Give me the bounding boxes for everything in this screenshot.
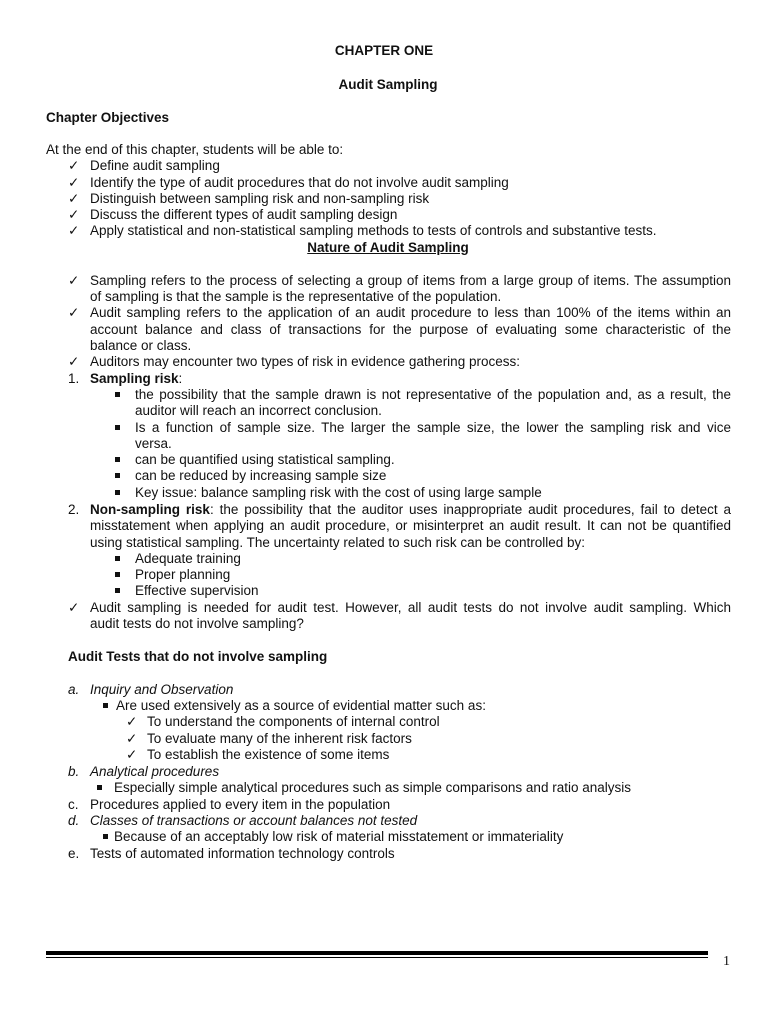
list-item: Inquiry and Observation bbox=[90, 682, 234, 697]
non-sampling-risk-line bbox=[90, 502, 731, 518]
list-item: Especially simple analytical procedures such as simple comparisons and ratio analysis bbox=[114, 780, 631, 795]
check-icon: ✓ bbox=[126, 747, 138, 762]
list-letter: a. bbox=[68, 682, 80, 697]
square-bullet-icon bbox=[115, 425, 120, 430]
list-item: Distinguish between sampling risk and non-sampling risk bbox=[90, 191, 430, 206]
paragraph-line: versa. bbox=[135, 436, 172, 451]
list-item: can be reduced by increasing sample size bbox=[135, 468, 387, 483]
paragraph-line: auditor will reach an incorrect conclusion. bbox=[135, 403, 382, 418]
list-item: Analytical procedures bbox=[90, 764, 220, 779]
list-item: To understand the components of internal control bbox=[147, 714, 440, 729]
list-number: 1. bbox=[68, 371, 80, 386]
square-bullet-icon bbox=[97, 785, 102, 790]
sampling-risk-heading bbox=[90, 371, 182, 387]
list-item: Apply statistical and non-statistical sampling methods to tests of controls and substantive tests. bbox=[90, 223, 657, 238]
list-item: Define audit sampling bbox=[90, 158, 220, 173]
chapter-label: CHAPTER ONE bbox=[334, 43, 434, 58]
list-item: Procedures applied to every item in the population bbox=[90, 797, 391, 812]
paragraph-line: using statistical sampling. The uncertainty related to such risk can be controlled by: bbox=[90, 535, 586, 550]
list-letter: d. bbox=[68, 813, 80, 828]
paragraph-line: Auditors may encounter two types of risk in evidence gathering process: bbox=[90, 354, 520, 369]
list-item: Proper planning bbox=[135, 567, 231, 582]
check-icon: ✓ bbox=[68, 223, 80, 238]
list-item: To establish the existence of some items bbox=[147, 747, 390, 762]
check-icon: ✓ bbox=[68, 273, 80, 288]
list-item: can be quantified using statistical sampling. bbox=[135, 452, 395, 467]
list-item: Adequate training bbox=[135, 551, 241, 566]
list-letter: c. bbox=[68, 797, 79, 812]
check-icon: ✓ bbox=[68, 158, 80, 173]
square-bullet-icon bbox=[115, 457, 120, 462]
list-item: Discuss the different types of audit sampling design bbox=[90, 207, 398, 222]
square-bullet-icon bbox=[115, 490, 120, 495]
check-icon: ✓ bbox=[126, 731, 138, 746]
paragraph-line: Is a function of sample size. The larger the sample size, the lower the sampling risk and vice bbox=[135, 420, 731, 435]
list-letter: e. bbox=[68, 846, 80, 861]
section-heading-nature: Nature of Audit Sampling bbox=[307, 240, 469, 255]
paragraph-line: balance or class. bbox=[90, 338, 192, 353]
list-letter: b. bbox=[68, 764, 80, 779]
square-bullet-icon bbox=[115, 392, 120, 397]
check-icon: ✓ bbox=[68, 354, 80, 369]
section-heading-tests: Audit Tests that do not involve sampling bbox=[68, 649, 328, 664]
paragraph-line: the possibility that the sample drawn is not representative of the population and, as a result, the bbox=[135, 387, 731, 402]
list-item: Because of an acceptably low risk of material misstatement or immateriality bbox=[114, 829, 564, 844]
objectives-heading: Chapter Objectives bbox=[46, 110, 170, 125]
check-icon: ✓ bbox=[68, 175, 80, 190]
paragraph-line: : the possibility that the auditor uses inappropriate audit procedures, fail to detect a bbox=[209, 502, 732, 517]
paragraph-line: misstatement when applying an audit procedure, or misinterpret an audit result. It can not be quantified bbox=[90, 518, 731, 533]
check-icon: ✓ bbox=[68, 191, 80, 206]
paragraph-line: Audit sampling refers to the application of an audit procedure to less than 100% of the items within an bbox=[90, 305, 731, 320]
paragraph-line: audit tests do not involve sampling? bbox=[90, 616, 304, 631]
objectives-intro: At the end of this chapter, students will be able to: bbox=[46, 142, 344, 157]
check-icon: ✓ bbox=[126, 714, 138, 729]
list-item: Are used extensively as a source of evidential matter such as: bbox=[116, 698, 486, 713]
square-bullet-icon bbox=[103, 834, 108, 839]
square-bullet-icon bbox=[115, 473, 120, 478]
square-bullet-icon bbox=[115, 572, 120, 577]
paragraph-line: account balance and class of transactions for the purpose of evaluating some characteristic of the bbox=[90, 322, 731, 337]
paragraph-line: of sampling is that the sample is the representative of the population. bbox=[90, 289, 502, 304]
list-number: 2. bbox=[68, 502, 80, 517]
footer-rule-thin bbox=[46, 957, 708, 958]
chapter-title: Audit Sampling bbox=[338, 77, 438, 92]
list-item: Classes of transactions or account balances not tested bbox=[90, 813, 418, 828]
check-icon: ✓ bbox=[68, 600, 80, 615]
paragraph-line: Sampling refers to the process of selecting a group of items from a large group of items. The assumption bbox=[90, 273, 731, 288]
square-bullet-icon bbox=[103, 703, 108, 708]
check-icon: ✓ bbox=[68, 207, 80, 222]
square-bullet-icon bbox=[115, 556, 120, 561]
paragraph-line: Audit sampling is needed for audit test. However, all audit tests do not involve audit sampling. Which bbox=[90, 600, 731, 615]
non-sampling-risk-label: Non-sampling risk bbox=[90, 502, 210, 517]
list-item: Key issue: balance sampling risk with the cost of using large sample bbox=[135, 485, 542, 500]
list-item: Tests of automated information technology controls bbox=[90, 846, 395, 861]
list-item: Effective supervision bbox=[135, 583, 259, 598]
check-icon: ✓ bbox=[68, 305, 80, 320]
sampling-risk-colon: : bbox=[178, 371, 183, 386]
list-item: To evaluate many of the inherent risk factors bbox=[147, 731, 412, 746]
sampling-risk-label: Sampling risk bbox=[90, 371, 179, 386]
list-item: Identify the type of audit procedures that do not involve audit sampling bbox=[90, 175, 509, 190]
page-number: 1 bbox=[723, 954, 730, 969]
footer-rule-thick bbox=[46, 951, 708, 955]
square-bullet-icon bbox=[115, 588, 120, 593]
